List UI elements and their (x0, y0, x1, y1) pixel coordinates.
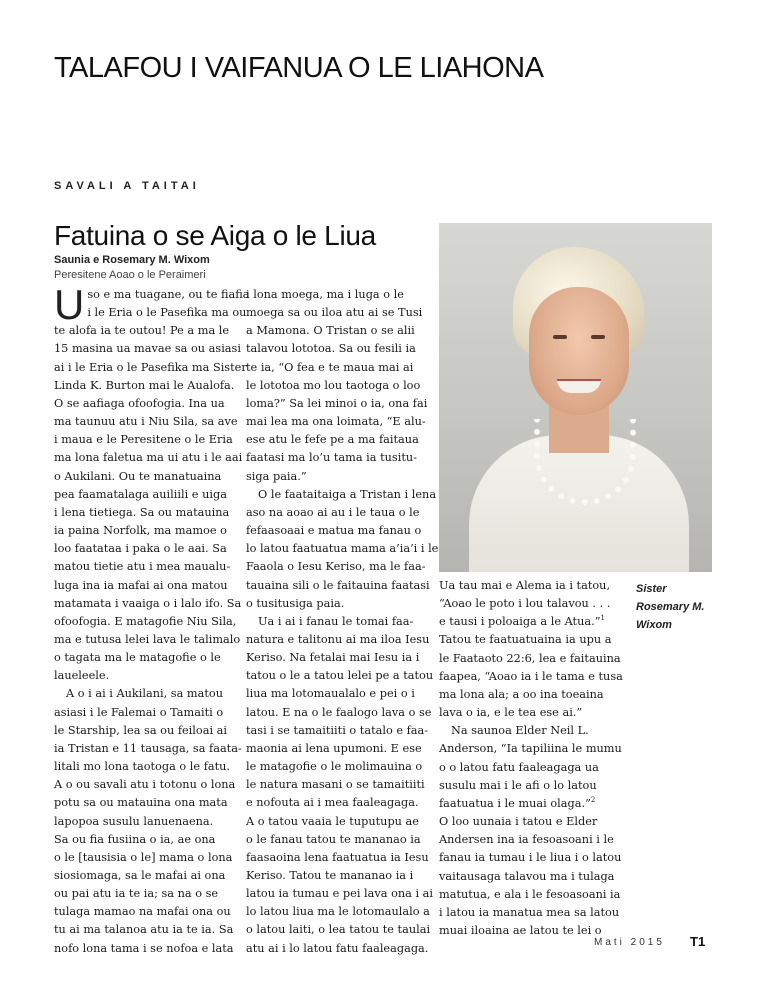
article-column-1 (54, 281, 250, 958)
text-line: o le [tausisia o le] mama o lona (54, 850, 233, 864)
portrait-face (529, 287, 629, 415)
text-line: ou pai atu ia te ia; sa na o se (54, 887, 219, 901)
text-line: Anderson, “Ia tapiliina le mumu (439, 742, 622, 756)
text-line: pea faamatalaga auiliili e uiga (54, 487, 227, 501)
text-line: ma lona faletua ma ui atu i le aai (54, 451, 243, 465)
text-fragment: faatuatua i le muai olaga.” (439, 796, 591, 810)
text-line: latou ia tumau e pei lava ona i ai (246, 887, 434, 901)
text-line: moega sa ou iloa atu ai se Tusi (246, 306, 423, 320)
text-line (439, 795, 631, 813)
text-line: Linda K. Burton mai le Aualofa. (54, 378, 235, 392)
text-line: vaitausaga talavou ma i tulaga (439, 869, 615, 883)
text-line (439, 613, 631, 631)
text-line: Keriso. Na fetalai mai Iesu ia i (246, 651, 420, 665)
text-line: o tusitusiga paia. (246, 596, 345, 610)
text-line: A o tatou vaaia le tuputupu ae (246, 814, 419, 828)
text-line: ai i le Eria o le Pasefika ma Sister (54, 360, 247, 374)
text-line: lava o ia, e le tea ese ai.” (439, 706, 583, 720)
text-line: Na saunoa Elder Neil L. (451, 724, 589, 738)
text-line: matamata i vaaiga o i lalo ifo. Sa (54, 596, 242, 610)
section-label: SAVALI A TAITAI (54, 180, 200, 192)
text-line: e nofouta ai i mea faaleagaga. (246, 796, 419, 810)
article-column-3 (439, 577, 631, 940)
text-line: a Mamona. O Tristan o se alii (246, 324, 415, 338)
text-line: ma taunuu atu i Niu Sila, sa ave (54, 415, 238, 429)
text-line: matutua, e ala i le fesoasoani ia (439, 887, 621, 901)
text-line: i le Eria o le Pasefika ma ou (87, 306, 247, 320)
text-line: o Aukilani. Ou te manatuaina (54, 469, 222, 483)
text-line: le lototoa mo lou taotoga o loo (246, 378, 421, 392)
text-line: le Faataoto 22:6, lea e faitauina (439, 651, 621, 665)
text-line: 15 masina ua mavae sa ou asiasi (54, 342, 241, 356)
text-line: Keriso. Tatou te mananao ia i (246, 869, 414, 882)
text-line: lo latou liua ma le lotomaulalo a (246, 905, 430, 919)
text-line: fanau ia tumau i le liua i o latou (439, 851, 622, 865)
text-line: ma lona ala; a oo ina toeaina (439, 687, 604, 701)
text-line: tulaga mamao na mafai ona ou (54, 905, 231, 919)
text-line: O se aafiaga ofoofogia. Ina ua (54, 396, 225, 410)
article-title: Fatuina o se Aiga o le Liua (54, 220, 376, 251)
issue-date: Mati 2015 (594, 937, 665, 948)
text-line: matou tietie atu i mea maualu- (54, 560, 231, 574)
text-line: lapopoa susulu lanuenaena. (54, 814, 214, 828)
text-line: te ia, “O fea e te maua mai ai (246, 360, 414, 374)
text-line: siosiomaga, sa le mafai ai ona (54, 869, 226, 882)
text-line: Ua tau mai e Alema ia i tatou, (439, 579, 611, 592)
text-line: nofo lona tama i se nofoa e lata (54, 941, 234, 955)
text-line: Faaola o Iesu Keriso, ma le faa- (246, 560, 426, 574)
text-line: tasi i se tamaitiiti o tatalo e faa- (246, 723, 429, 737)
text-line: i lena tietiega. Sa ou matauina (54, 505, 230, 519)
text-line: Ua i ai i fanau le tomai faa- (258, 614, 414, 628)
portrait-eye (591, 335, 605, 339)
text-line: o latou laiti, o lea tatou te taulai (246, 923, 431, 937)
text-line: i lona moega, ma i luga o le (246, 288, 404, 301)
text-line: i maua e le Peresitene o le Eria (54, 433, 233, 447)
text-line: ma e tutusa lelei lava le talimalo (54, 632, 241, 646)
text-line: te alofa ia te outou! Pe a ma le (54, 324, 230, 338)
text-line: luga ina ia mafai ai ona matou (54, 578, 228, 592)
text-line: potu sa ou matauina ona mata (54, 796, 228, 810)
footnote-marker: 1 (600, 614, 605, 623)
text-line: faatasi ma lo’u tama ia tusitu- (246, 451, 417, 465)
text-line: mai lea ma ona loimata, “E alu- (246, 415, 426, 429)
text-line: le natura masani o se tamaitiiti (246, 778, 425, 792)
text-line: fefaasoaai e matua ma fanau o (246, 524, 422, 538)
text-line: talavou lototoa. Sa ou fesili ia (246, 342, 416, 356)
footnote-marker: 2 (590, 796, 596, 805)
text-line: atu ai i lo latou fatu faaleagaga. (246, 941, 429, 955)
text-line: “Aoao le poto i lou talavou . . . (439, 597, 611, 611)
text-line: liua ma lotomaualalo e pei o i (246, 687, 415, 701)
text-line: loma?” Sa lei minoi o ia, ona fai (246, 396, 428, 410)
text-line: faapea, “Aoao ia i le tama e tusa (439, 669, 623, 683)
page-number: T1 (690, 934, 706, 949)
text-line: O loo uunaia i tatou e Elder (439, 815, 598, 829)
text-line: latou. E na o le faalogo lava o se (246, 705, 432, 719)
text-line: o o latou fatu faaleagaga ua (439, 760, 599, 774)
text-line: o le fanau tatou te mananao ia (246, 832, 421, 846)
text-line: susulu mai i le afi o lo latou (439, 778, 597, 792)
text-line: Andersen ina ia fesoasoani i le (439, 833, 614, 847)
text-line: O le faataitaiga a Tristan i lena (258, 487, 437, 501)
text-line: aso na aoao ai au i le taua o le (246, 505, 420, 519)
text-line: ofoofogia. E matagofie Niu Sila, (54, 614, 237, 628)
text-line: maonia ai lena upumoni. E ese (246, 741, 422, 755)
text-line: Sa ou fia fusiina o ia, ae ona (54, 832, 216, 846)
author-role: Peresitene Aoao o le Peraimeri (54, 269, 206, 281)
photo-caption (636, 580, 704, 634)
text-line: tu ai ma talanoa atu ia te ia. Sa (54, 923, 234, 937)
text-line: laueleele. (54, 669, 110, 683)
text-line: i latou ia manatua mea sa latou (439, 905, 620, 919)
text-fragment: e tausi i poloaiga a le Atua.” (439, 615, 601, 629)
text-line: o tagata ma le matagofie o le (54, 651, 221, 665)
portrait-eye (553, 335, 567, 339)
text-line: so e ma tuagane, ou te fiafia (87, 288, 250, 301)
text-line: ia Tristan e 11 tausaga, sa faata- (54, 741, 242, 755)
text-line: A o i ai i Aukilani, sa matou (66, 687, 223, 701)
caption-line: Sister (636, 583, 667, 595)
text-line: loo faatataa i paka o le aai. Sa (54, 542, 227, 556)
article-byline: Saunia e Rosemary M. Wixom (54, 254, 210, 266)
drop-cap: U (54, 281, 85, 328)
text-line: asiasi i le Falemai o Tamaiti o (54, 705, 224, 719)
text-line: le matagofie o le molimauina o (246, 760, 423, 774)
text-line: litali mo lona taotoga o le fatu. (54, 760, 231, 774)
caption-line: Rosemary M. (636, 601, 705, 613)
article-column-2 (246, 286, 439, 958)
masthead-title: TALAFOU I VAIFANUA O LE LIAHONA (54, 52, 544, 84)
text-line: faasaoina lena faatuatua ia Iesu (246, 850, 429, 864)
text-line: natura e talitonu ai ma iloa Iesu (246, 632, 430, 646)
caption-line: Wixom (636, 619, 672, 631)
text-line: tatou o le a tatou lelei pe a tatou (246, 669, 434, 683)
text-line: ia paina Norfolk, ma mamoe o (54, 524, 227, 538)
text-line: A o ou savali atu i totonu o lona (54, 778, 236, 792)
text-line: ese atu le fefe pe a ma faitaua (246, 433, 419, 447)
text-line: tauaina sili o le faitauina faatasi (246, 578, 430, 592)
text-line: lo latou faatuatua mama a’ia’i i le (246, 542, 439, 556)
text-line: siga paia.” (246, 469, 307, 483)
text-line: le Starship, lea sa ou feiloai ai (54, 723, 228, 737)
text-line: Tatou te faatuatuaina ia upu a (439, 633, 612, 647)
author-portrait-photo (439, 223, 712, 572)
text-line: muai iloaina ae latou te lei o (439, 923, 602, 937)
